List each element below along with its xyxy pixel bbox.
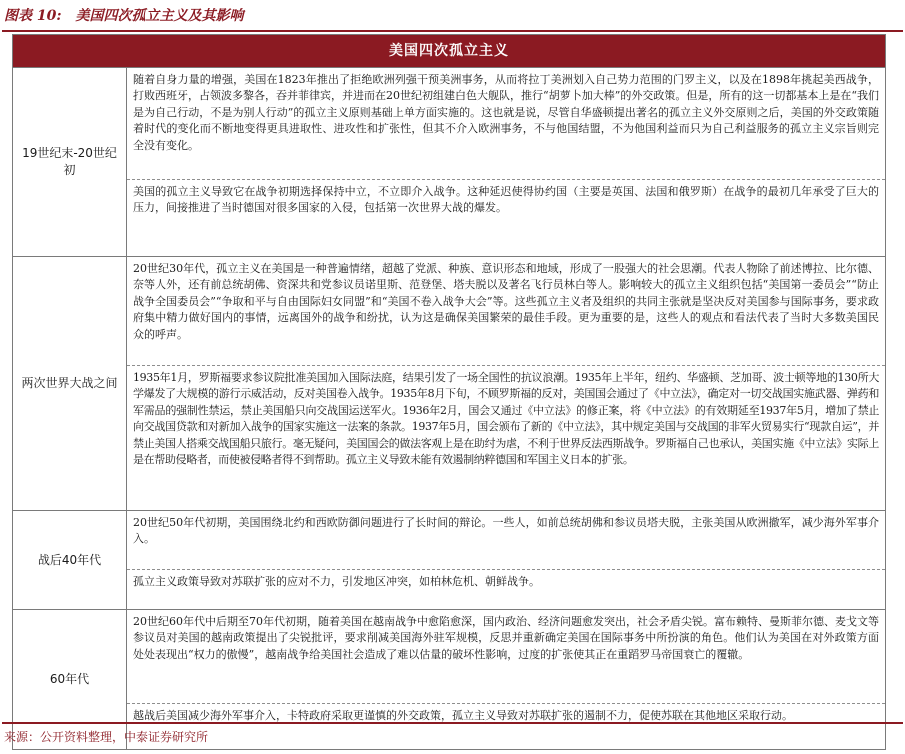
top-rule bbox=[2, 30, 903, 32]
isolationism-table bbox=[12, 34, 886, 750]
figure-title-text: 美国四次孤立主义及其影响 bbox=[75, 8, 244, 24]
figure-label: 图表 10: bbox=[4, 8, 62, 24]
era-label: 19世纪末-20世纪初 bbox=[13, 68, 127, 256]
impact-cell: 美国的孤立主义导致它在战争初期选择保持中立，不立即介入战争。这种延迟使得协约国（主要是英国、法国和俄罗斯）在战争的最初几年承受了巨大的压力，间接推进了当时德国对很多国家的入侵，包括第一次世界大战的爆发。 bbox=[127, 179, 885, 256]
background-cell: 20世纪30年代，孤立主义在美国是一种普遍情绪，超越了党派、种族、意识形态和地域，形成了一股强大的社会思潮。代表人物除了前述博拉、比尔德、奈等人外，还有前总统胡佛、资深共和党参议员诺里斯、范登堡、塔夫脱以及著名飞行员林白等人。影响较大的孤立主义组织包括“美国第一委员会”“防止战争全国委员会”“争取和平与自由国际妇女同盟”和“美国不卷入战争大会”等。这些孤立主义者及组织的共同主张就是坚决反对美国参与国际事务，要求政府集中精力做好国内的事情，远离国外的战争和纷扰，认为这是确保美国繁荣的最佳手段。更为重要的是，这些人的观点和看法代表了当时大多数美国民众的呼声。 bbox=[133, 262, 879, 341]
background-cell: 随着自身力量的增强，美国在1823年推出了拒绝欧洲列强干预美洲事务，从而将拉丁美洲划入自己势力范围的门罗主义，以及在1898年挑起美西战争，打败西班牙，占领波多黎各，吞并菲律宾，并进而在20世纪初组建白色大舰队，推行“胡萝卜加大棒”的外交政策。但是，所有的这一切都基本上是在“我们是为自己行动，不是为别人行动”的孤立主义原则基础上单方面实施的。这也就是说，尽管自华盛顿提出著名的孤立主义外交原则之后，美国的外交政策随着时代的变化而不断地变得更具进取性、进攻性和扩张性，但其不介入欧洲事务，不与他国结盟，不为他国利益而只为自己利益服务的孤立主义宗旨则完全没有变化。 bbox=[133, 73, 879, 152]
row-cells bbox=[127, 257, 885, 510]
era-label: 两次世界大战之间 bbox=[13, 257, 127, 510]
figure-title bbox=[4, 4, 899, 28]
table-header: 美国四次孤立主义 bbox=[13, 35, 885, 67]
table-row bbox=[13, 256, 885, 510]
source-note: 来源：公开资料整理，中泰证券研究所 bbox=[4, 730, 209, 744]
row-cells bbox=[127, 610, 885, 749]
row-cells bbox=[127, 68, 885, 256]
era-label: 60年代 bbox=[13, 610, 127, 749]
impact-cell: 1935年1月，罗斯福要求参议院批准美国加入国际法庭，结果引发了一场全国性的抗议浪潮。1935年上半年，纽约、华盛顿、芝加哥、波士顿等地的130所大学爆发了大规模的游行示威活动，反对美国卷入战争。1935年8月下旬，不顾罗斯福的反对，美国国会通过了《中立法》，确定对一切交战国实施武器、弹药和军需品的强制性禁运，禁止美国船只向交战国运送军火。1936年2月，国会又通过《中立法》的修正案，将《中立法》的有效期延至1937年5月，增加了禁止向交战国贷款和对新加入战争的国家实施这一法案的条款。1937年5月，国会颁布了新的《中立法》，其中规定美国与交战国的非军火贸易实行“现款自运”，并禁止美国人搭乘交战国船只旅行。毫无疑问，美国国会的做法客观上是在助纣为虐，不利于世界反法西斯战争。罗斯福自己也承认，美国实施《中立法》实际上是在帮助侵略者，而使被侵略者得不到帮助。孤立主义导致未能有效遏制纳粹德国和军国主义日本的扩张。 bbox=[127, 365, 885, 510]
table-row bbox=[13, 510, 885, 609]
impact-cell: 孤立主义政策导致对苏联扩张的应对不力，引发地区冲突，如柏林危机、朝鲜战争。 bbox=[127, 569, 885, 609]
impact-cell: 越战后美国减少海外军事介入，卡特政府采取更谨慎的外交政策，孤立主义导致对苏联扩张的遏制不力，促使苏联在其他地区采取行动。 bbox=[127, 703, 885, 749]
background-cell: 20世纪50年代初期，美国围绕北约和西欧防御问题进行了长时间的辩论。一些人，如前总统胡佛和参议员塔夫脱，主张美国从欧洲撤军，减少海外军事介入。 bbox=[133, 516, 879, 546]
bottom-rule bbox=[2, 722, 903, 724]
row-cells bbox=[127, 511, 885, 609]
table-row bbox=[13, 67, 885, 256]
background-cell: 20世纪60年代中后期至70年代初期，随着美国在越南战争中愈陷愈深，国内政治、经济问题愈发突出，社会矛盾尖锐。富布赖特、曼斯菲尔德、麦戈文等参议员对美国的越南政策提出了尖锐批评，要求削减美国海外驻军规模，反思并重新确定美国在国际事务中所扮演的角色。他们认为美国在对外政策方面处处表现出“权力的傲慢”，越南战争给美国社会造成了难以估量的破坏性影响，过度的扩张使其正在重蹈罗马帝国衰亡的覆辙。 bbox=[133, 615, 879, 661]
era-label: 战后40年代 bbox=[13, 511, 127, 609]
